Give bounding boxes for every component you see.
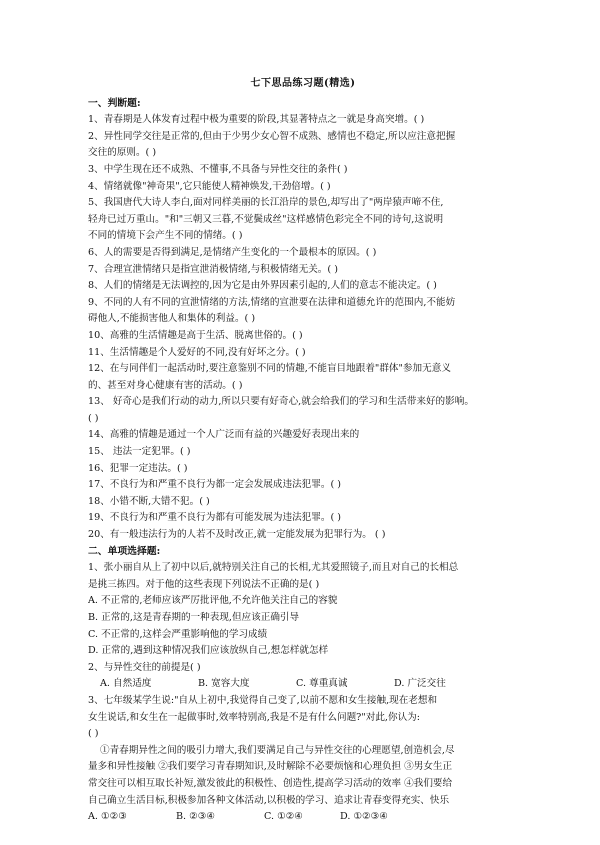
question-line: 轻舟已过万重山。"和"三朝又三暮,不觉鬓成丝"这样感情色彩完全不同的诗句,这说明 <box>88 213 444 225</box>
choice-question-1 <box>88 560 518 660</box>
statement-line: 自己确立生活目标,积极参加各种文体活动,以积极的学习、追求让青春变得充实、快乐 <box>88 794 450 806</box>
question-line: 9、不同的人有不同的宣泄情绪的方法,情绪的宣泄要在法律和道德允许的范围内,不能妨 <box>88 296 456 308</box>
answer-options-row <box>88 809 518 826</box>
question-line: 4、情绪就像"神奇果",它只能使人精神焕发,干劲倍增。( ) <box>88 180 331 192</box>
question-stem: ( ) <box>88 728 99 740</box>
section-heading-true-false: 一、判断题: <box>88 97 141 109</box>
answer-option: B. 宽容大度 <box>198 678 250 690</box>
question-line: 的、甚至对身心健康有害的活动。( ) <box>88 379 243 391</box>
answer-option: C. 不正常的,这样会严重影响他的学习成绩 <box>88 628 268 640</box>
answer-options-row <box>88 676 518 693</box>
question-stem: 2、与异性交往的前提是( ) <box>88 661 201 673</box>
question-line: 7、合理宣泄情绪只是指宣泄消极情绪,与积极情绪无关。( ) <box>88 263 338 275</box>
statement-line: 常交往可以相互取长补短,激发彼此的积极性、创造性,提高学习活动的效率 ④我们要给 <box>88 777 453 789</box>
answer-option: A. 自然适度 <box>100 678 152 690</box>
answer-option: B. 正常的,这是青春期的一种表现,但应该正确引导 <box>88 612 300 623</box>
answer-option: D. 广泛交往 <box>394 678 446 690</box>
true-false-questions <box>88 112 518 543</box>
question-line: 10、高雅的生活情趣是高于生活、脱离世俗的。( ) <box>88 329 303 341</box>
page-title: 七下思品练习题(精选) <box>250 78 356 89</box>
question-line: 16、犯罪一定违法。( ) <box>88 462 188 474</box>
answer-option: A. 不正常的,老师应该严厉批评他,不允许他关注自己的容貌 <box>88 595 338 607</box>
answer-option: A. ①②③ <box>88 811 127 823</box>
question-line: 18、小错不断,大错不犯。( ) <box>88 495 210 507</box>
question-line: 2、异性同学交往是正常的,但由于少男少女心智不成熟、感情也不稳定,所以应注意把握 <box>88 130 456 142</box>
question-line: 1、青春期是人体发育过程中极为重要的阶段,其显著特点之一就是身高突增。( ) <box>88 114 425 126</box>
answer-option: C. ①②④ <box>264 811 303 823</box>
question-line: 8、人们的情绪是无法调控的,因为它是由外界因素引起的,人们的意志不能决定。( ) <box>88 280 437 292</box>
question-stem: 1、张小丽自从上了初中以后,就特别关注自己的长相,尤其爱照镜子,而且对自己的长相总 <box>88 562 459 574</box>
question-line: 19、不良行为和严重不良行为都有可能发展为违法犯罪。( ) <box>88 512 341 524</box>
question-line: 3、中学生现在还不成熟、不懂事,不具备与异性交往的条件( ) <box>88 163 348 175</box>
answer-option: D. ①②③④ <box>340 811 388 823</box>
question-line: 14、高雅的情趣是通过一个人广泛而有益的兴趣爱好表现出来的 <box>88 429 360 441</box>
question-line: 17、不良行为和严重不良行为都一定会发展成违法犯罪。( ) <box>88 479 341 491</box>
question-line: ( ) <box>88 412 99 424</box>
section-heading-multiple-choice: 二、单项选择题: <box>88 545 161 557</box>
question-line: 碍他人,不能损害他人和集体的利益。( ) <box>88 313 256 325</box>
question-stem: 女生说话,和女生在一起做事时,效率特别高,我是不是有什么问题?"对此,你认为: <box>88 711 420 723</box>
answer-option: C. 尊重真诚 <box>296 678 348 690</box>
worksheet-page <box>88 76 518 826</box>
question-line: 13、 好奇心是我们行动的动力,所以只要有好奇心,就会给我们的学习和生活带来好的影响。 <box>88 396 474 408</box>
answer-option: B. ②③④ <box>176 811 215 823</box>
question-stem: 3、七年级某学生说:"自从上初中,我觉得自己变了,以前不愿和女生接触,现在老想和 <box>88 694 438 706</box>
statement-line: 量多和异性接触 ②我们要学习青春期知识,及时解除不必要烦恼和心理负担 ③男女生正 <box>88 761 453 773</box>
question-line: 5、我国唐代大诗人李白,面对同样美丽的长江沿岸的景色,却写出了"两岸猿声啼不住, <box>88 197 444 209</box>
answer-option: D. 正常的,遇到这种情况我们应该放纵自己,想怎样就怎样 <box>88 645 329 657</box>
question-line: 12、在与同伴们一起活动时,要注意鉴别不同的情趣,不能盲目地跟着"群体"参加无意义 <box>88 363 451 375</box>
question-line: 15、 违法一定犯罪。( ) <box>88 446 191 458</box>
question-line: 6、人的需要是否得到满足,是情绪产生变化的一个最根本的原因。( ) <box>88 246 377 258</box>
choice-question-3 <box>88 693 518 826</box>
question-stem: 是挑三拣四。对于他的这些表现下列说法不正确的是( ) <box>88 578 320 590</box>
choice-question-2 <box>88 660 518 693</box>
question-line: 交往的原则。( ) <box>88 147 157 159</box>
question-line: 20、有一般违法行为的人若不及时改正,就一定能发展为犯罪行为。 ( ) <box>88 529 386 541</box>
question-line: 不同的情境下会产生不同的情绪。( ) <box>88 230 243 242</box>
question-line: 11、生活情趣是个人爱好的不同,没有好坏之分。( ) <box>88 346 306 358</box>
statement-line: ①青春期异性之间的吸引力增大,我们要满足自己与异性交往的心理愿望,创造机会,尽 <box>100 744 455 756</box>
